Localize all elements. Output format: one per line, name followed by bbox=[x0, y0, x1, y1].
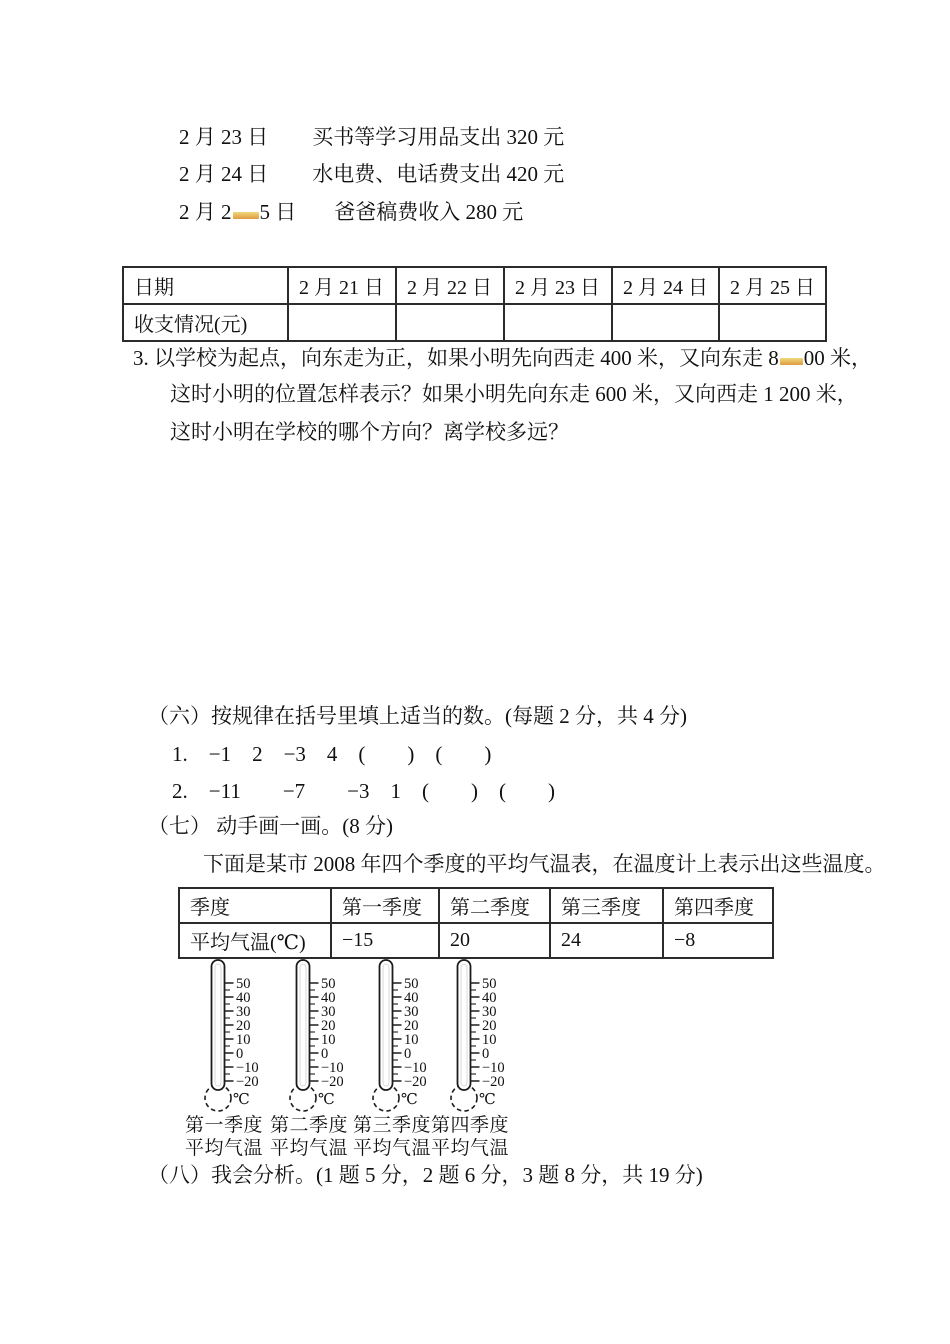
thermometer-graphic bbox=[180, 952, 268, 1114]
svg-text:−20: −20 bbox=[236, 1074, 259, 1090]
svg-text:℃: ℃ bbox=[401, 1092, 418, 1108]
svg-text:0: 0 bbox=[404, 1046, 412, 1062]
answer-cell bbox=[719, 304, 826, 341]
svg-text:℃: ℃ bbox=[479, 1092, 496, 1108]
ledger-entry-3 bbox=[179, 199, 523, 225]
header-cell: 第三季度 bbox=[550, 888, 663, 923]
row-label-cell: 平均气温(℃) bbox=[179, 923, 331, 958]
question3-line3: 这时小明在学校的哪个方向？离学校多远？ bbox=[170, 420, 569, 444]
label-line: 第一季度 bbox=[184, 1115, 263, 1136]
svg-text:50: 50 bbox=[404, 976, 419, 992]
svg-text:−10: −10 bbox=[482, 1060, 505, 1076]
header-cell: 2 月 21 日 bbox=[288, 267, 396, 304]
ledger-desc: 水电费、电话费支出 420 元 bbox=[312, 162, 565, 186]
ledger-entry-2 bbox=[179, 161, 564, 187]
question-text: 00 米， bbox=[803, 346, 872, 370]
svg-text:20: 20 bbox=[404, 1018, 419, 1034]
label-line: 平均气温 bbox=[430, 1138, 509, 1159]
ledger-desc: 买书等学习用品支出 320 元 bbox=[312, 125, 565, 149]
section8-heading: （八）我会分析。(1 题 5 分，2 题 6 分，3 题 8 分，共 19 分) bbox=[148, 1163, 703, 1187]
row-label-cell: 收支情况(元) bbox=[123, 304, 288, 341]
question-text: 3. 以学校为起点，向东走为正，如果小明先向西走 400 米，又向东走 8 bbox=[133, 346, 779, 370]
label-line: 平均气温 bbox=[269, 1138, 348, 1159]
svg-text:50: 50 bbox=[482, 976, 497, 992]
svg-text:−20: −20 bbox=[482, 1074, 505, 1090]
svg-text:40: 40 bbox=[404, 990, 419, 1006]
svg-text:20: 20 bbox=[321, 1018, 336, 1034]
thermometer-quarter-3 bbox=[348, 952, 436, 1160]
svg-text:℃: ℃ bbox=[318, 1092, 335, 1108]
header-cell: 2 月 23 日 bbox=[504, 267, 612, 304]
ledger-entry-1 bbox=[179, 124, 564, 150]
header-cell: 2 月 24 日 bbox=[612, 267, 719, 304]
header-cell: 第四季度 bbox=[663, 888, 773, 923]
svg-text:30: 30 bbox=[236, 1004, 251, 1020]
table-header-row bbox=[179, 888, 773, 923]
highlight-redaction-mark bbox=[233, 212, 259, 219]
thermometer-graphic bbox=[348, 952, 436, 1114]
table-header-row bbox=[123, 267, 826, 304]
svg-text:40: 40 bbox=[482, 990, 497, 1006]
header-cell: 2 月 22 日 bbox=[396, 267, 504, 304]
svg-text:10: 10 bbox=[236, 1032, 251, 1048]
temperature-table bbox=[178, 887, 774, 959]
thermometer-label bbox=[180, 1114, 268, 1160]
thermometer-label bbox=[426, 1114, 514, 1160]
svg-text:20: 20 bbox=[482, 1018, 497, 1034]
label-line: 第四季度 bbox=[430, 1115, 509, 1136]
label-line: 平均气温 bbox=[184, 1138, 263, 1159]
value-cell: 20 bbox=[439, 923, 550, 958]
header-cell: 日期 bbox=[123, 267, 288, 304]
value-cell: −8 bbox=[663, 923, 773, 958]
section7-intro: 下面是某市 2008 年四个季度的平均气温表，在温度计上表示出这些温度。 bbox=[203, 852, 886, 876]
header-cell: 第二季度 bbox=[439, 888, 550, 923]
svg-text:10: 10 bbox=[404, 1032, 419, 1048]
svg-text:0: 0 bbox=[236, 1046, 244, 1062]
income-expense-table bbox=[122, 266, 827, 342]
ledger-date: 2 月 24 日 bbox=[179, 162, 269, 186]
answer-cell bbox=[396, 304, 504, 341]
label-line: 平均气温 bbox=[352, 1138, 431, 1159]
header-cell: 第一季度 bbox=[331, 888, 439, 923]
svg-text:−20: −20 bbox=[404, 1074, 427, 1090]
section6-heading: （六）按规律在括号里填上适当的数。(每题 2 分，共 4 分) bbox=[148, 704, 687, 728]
svg-text:40: 40 bbox=[321, 990, 336, 1006]
svg-text:20: 20 bbox=[236, 1018, 251, 1034]
question3-line2: 这时小明的位置怎样表示？如果小明先向东走 600 米，又向西走 1 200 米， bbox=[170, 382, 858, 406]
svg-text:50: 50 bbox=[236, 976, 251, 992]
label-line: 第三季度 bbox=[352, 1115, 431, 1136]
svg-text:−10: −10 bbox=[404, 1060, 427, 1076]
svg-text:0: 0 bbox=[482, 1046, 490, 1062]
thermometer-quarter-4 bbox=[426, 952, 514, 1160]
header-cell: 季度 bbox=[179, 888, 331, 923]
svg-text:℃: ℃ bbox=[233, 1092, 250, 1108]
thermometer-quarter-1 bbox=[180, 952, 268, 1160]
question3-line1 bbox=[133, 345, 872, 371]
svg-text:40: 40 bbox=[236, 990, 251, 1006]
value-cell: 24 bbox=[550, 923, 663, 958]
svg-text:30: 30 bbox=[404, 1004, 419, 1020]
answer-cell bbox=[504, 304, 612, 341]
section6-item2: 2. −11 −7 −3 1 ( ) ( ) bbox=[172, 779, 555, 803]
thermometer-label bbox=[265, 1114, 353, 1160]
svg-text:−10: −10 bbox=[321, 1060, 344, 1076]
ledger-date: 2 月 23 日 bbox=[179, 125, 269, 149]
thermometer-quarter-2 bbox=[265, 952, 353, 1160]
svg-text:10: 10 bbox=[321, 1032, 336, 1048]
section6-item1: 1. −1 2 −3 4 ( ) ( ) bbox=[172, 742, 492, 766]
svg-text:30: 30 bbox=[482, 1004, 497, 1020]
ledger-date: 5 日 bbox=[259, 200, 297, 224]
table-row bbox=[123, 304, 826, 341]
ledger-desc: 爸爸稿费收入 280 元 bbox=[334, 200, 524, 224]
ledger-date: 2 月 2 bbox=[179, 200, 232, 224]
thermometer-graphic bbox=[426, 952, 514, 1114]
header-cell: 2 月 25 日 bbox=[719, 267, 826, 304]
svg-text:−10: −10 bbox=[236, 1060, 259, 1076]
svg-text:−20: −20 bbox=[321, 1074, 344, 1090]
answer-cell bbox=[612, 304, 719, 341]
thermometer-label bbox=[348, 1114, 436, 1160]
svg-text:50: 50 bbox=[321, 976, 336, 992]
thermometer-graphic bbox=[265, 952, 353, 1114]
section7-heading: （七） 动手画一画。(8 分) bbox=[148, 814, 393, 838]
answer-cell bbox=[288, 304, 396, 341]
svg-text:10: 10 bbox=[482, 1032, 497, 1048]
svg-text:30: 30 bbox=[321, 1004, 336, 1020]
svg-text:0: 0 bbox=[321, 1046, 329, 1062]
value-cell: −15 bbox=[331, 923, 439, 958]
highlight-redaction-mark bbox=[780, 358, 803, 365]
label-line: 第二季度 bbox=[269, 1115, 348, 1136]
